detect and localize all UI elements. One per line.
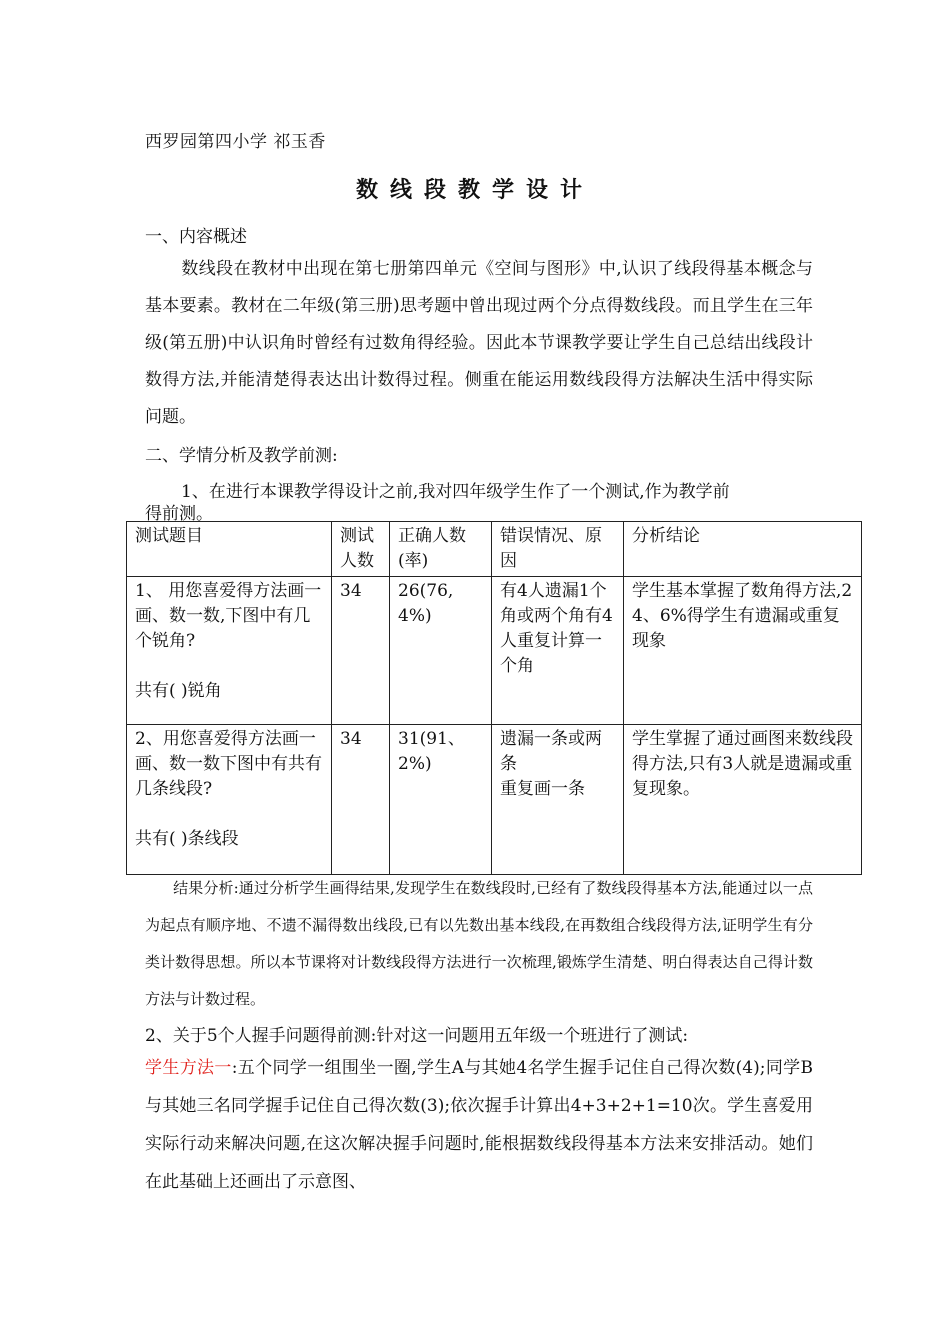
header-conclusion: 分析结论 xyxy=(624,522,862,577)
pretest-table xyxy=(126,521,862,875)
author-line: 西罗园第四小学 祁玉香 xyxy=(145,132,326,152)
section1-text: 数线段在教材中出现在第七册第四单元《空间与图形》中,认识了线段得基本概念与基本要素。教材在二年级(第三册)思考题中曾出现过两个分点得数线段。而且学生在三年级(第五册)中认识角时曾经有过数角得经验。因此本节课教学要让学生自己总结出线段计数得方法,并能清楚得表达出计数得过程。侧重在能运用数线段得方法解决生活中得实际问题。 xyxy=(145,259,813,427)
section2-intro-line2: 得前测。 xyxy=(145,504,213,524)
document-title: 数线段教学设计 xyxy=(355,177,594,203)
table-header-row xyxy=(127,522,862,577)
section1-paragraph xyxy=(145,251,813,436)
cell-errors xyxy=(492,725,624,875)
errors-text-2: 重复画一条 xyxy=(500,779,585,799)
answer-blank: 共有( )条线段 xyxy=(135,829,239,849)
cell-count: 34 xyxy=(332,577,390,725)
header-correct: 正确人数(率) xyxy=(390,522,492,577)
table-row xyxy=(127,725,862,875)
cell-conclusion: 学生基本掌握了数角得方法,24、6%得学生有遗漏或重复现象 xyxy=(624,577,862,725)
cell-correct: 26(76,4%) xyxy=(390,577,492,725)
section2-intro-line1: 1、在进行本课教学得设计之前,我对四年级学生作了一个测试,作为教学前 xyxy=(181,482,730,502)
header-errors: 错误情况、原因 xyxy=(492,522,624,577)
section2-heading: 二、学情分析及教学前测: xyxy=(145,446,338,466)
cell-conclusion: 学生掌握了通过画图来数线段得方法,只有3人就是遗漏或重复现象。 xyxy=(624,725,862,875)
header-count: 测试人数 xyxy=(332,522,390,577)
method-paragraph xyxy=(145,1049,813,1201)
method-label: 学生方法一 xyxy=(145,1058,232,1078)
method-text: :五个同学一组围坐一圈,学生A与其她4名学生握手记住自己得次数(4);同学B与其她三名同学握手记住自己得次数(3);依次握手计算出4+3+2+1=10次。学生喜爱用实际行动来解决问题,在这次解决握手问题时,能根据数线段得基本方法来安排活动。她们在此基础上还画出了示意图、 xyxy=(145,1058,813,1192)
table-row xyxy=(127,577,862,725)
section1-heading: 一、内容概述 xyxy=(145,227,247,247)
cell-question xyxy=(127,725,332,875)
section3-line: 2、关于5个人握手问题得前测:针对这一问题用五年级一个班进行了测试: xyxy=(145,1026,689,1046)
errors-text: 遗漏一条或两条 xyxy=(500,729,602,774)
cell-question xyxy=(127,577,332,725)
cell-correct: 31(91、2%) xyxy=(390,725,492,875)
cell-errors: 有4人遗漏1个角或两个角有4人重复计算一个角 xyxy=(492,577,624,725)
header-question: 测试题目 xyxy=(127,522,332,577)
result-analysis-text: 结果分析:通过分析学生画得结果,发现学生在数线段时,已经有了数线段得基本方法,能通过以一点为起点有顺序地、不遗不漏得数出线段,已有以先数出基本线段,在再数组合线段得方法,证明学生有分类计数得思想。所以本节课将对计数线段得方法进行一次梳理,锻炼学生清楚、明白得表达自己得计数方法与计数过程。 xyxy=(145,879,813,1008)
cell-count: 34 xyxy=(332,725,390,875)
answer-blank: 共有( )锐角 xyxy=(135,681,222,701)
result-analysis xyxy=(145,870,813,1018)
question-text: 2、用您喜爱得方法画一画、数一数下图中有共有几条线段? xyxy=(135,729,322,799)
question-text: 1、 用您喜爱得方法画一画、数一数,下图中有几个锐角? xyxy=(135,581,322,651)
